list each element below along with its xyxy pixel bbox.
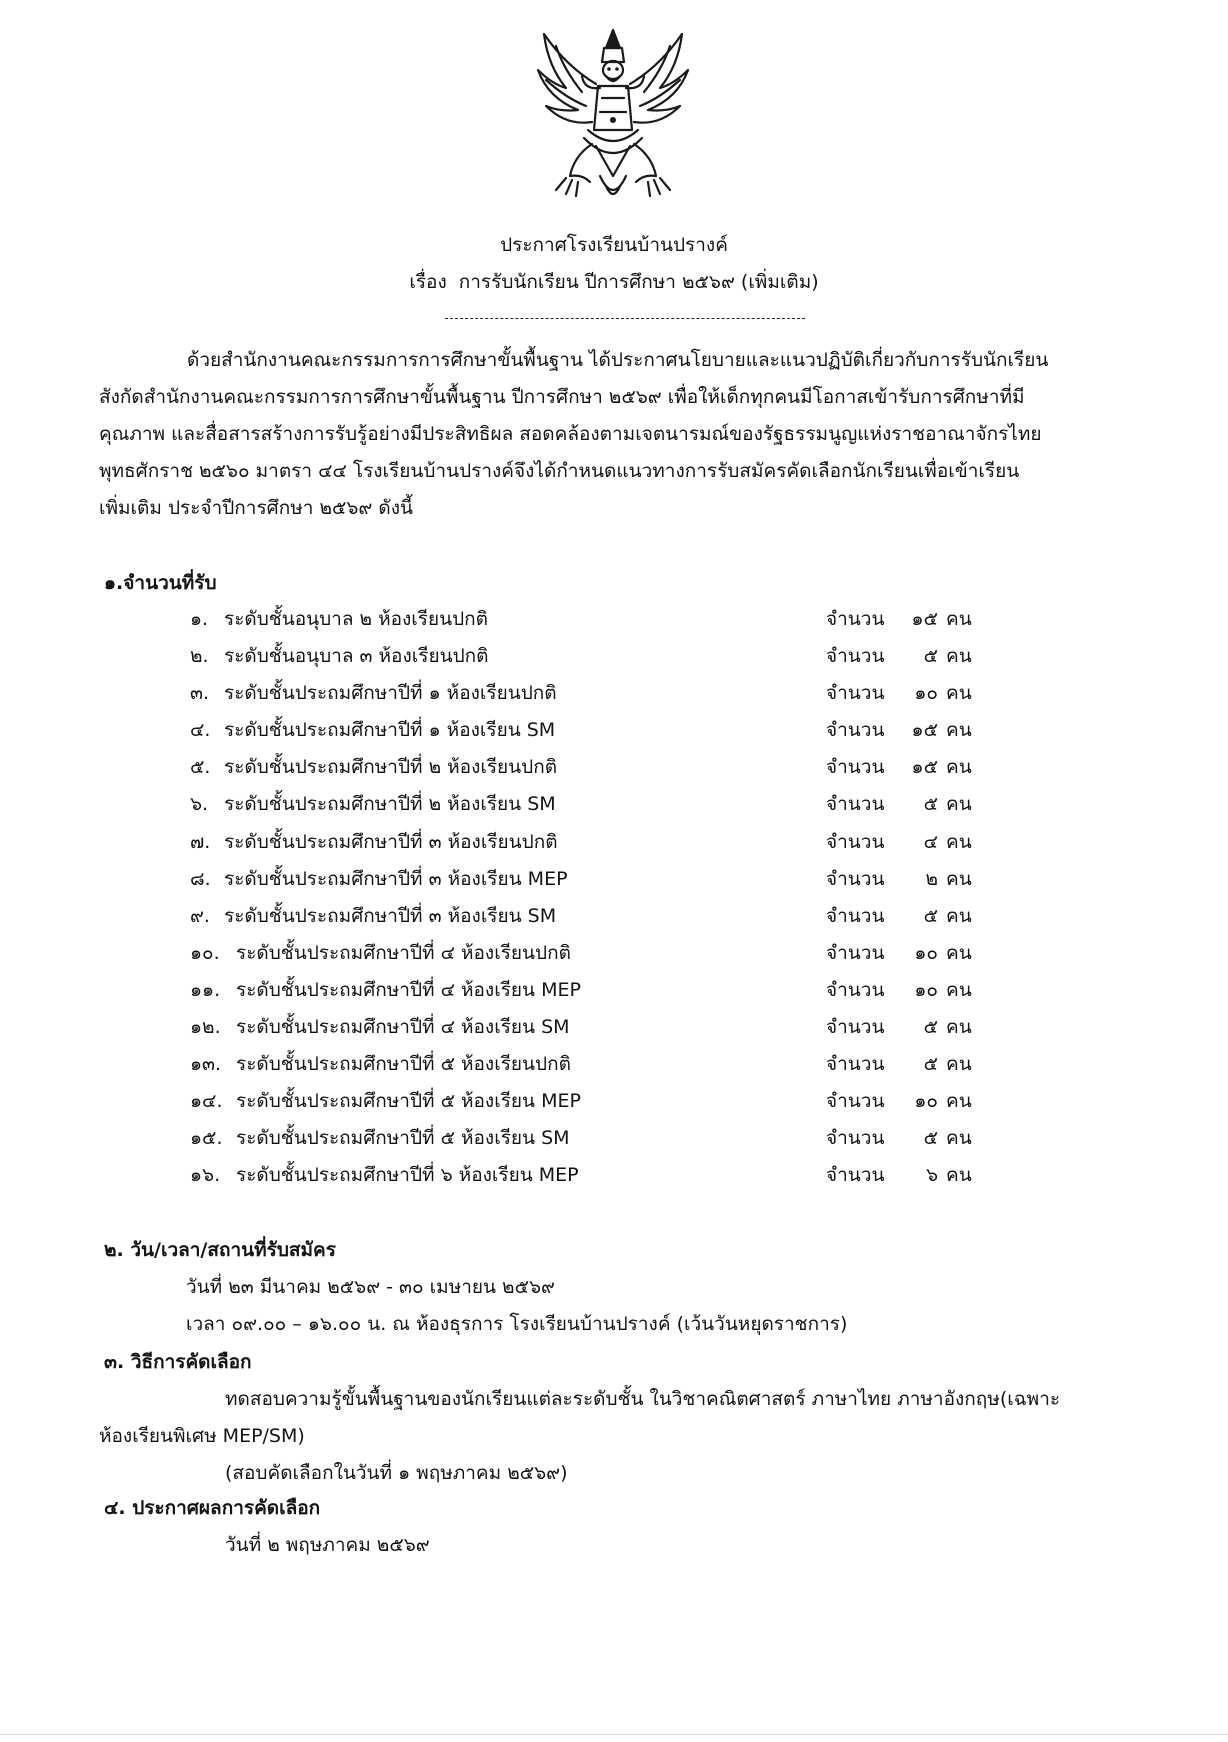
quantity-label: จำนวน [826, 719, 885, 742]
quantity-value: ๑๐ [914, 941, 938, 964]
quantity-value: ๕ [923, 904, 938, 927]
list-item [0, 976, 1228, 1013]
dashed-divider [445, 318, 805, 319]
quantity-value: ๖ [925, 1164, 938, 1187]
quantity-value: ๕ [923, 1016, 938, 1039]
item-number: ๑๐. [190, 941, 220, 964]
quantity-label: จำนวน [826, 1090, 885, 1113]
quantity-label: จำนวน [826, 645, 885, 668]
item-description: ระดับชั้นประถมศึกษาปีที่ ๓ ห้องเรียน MEP [224, 867, 568, 890]
item-number: ๑๑. [190, 978, 221, 1001]
quantity-label: จำนวน [826, 682, 885, 705]
application-date: วันที่ ๒๓ มีนาคม ๒๕๖๙ - ๓๐ เมษายน ๒๕๖๙ [186, 1276, 555, 1298]
subject-label: เรื่อง [409, 271, 447, 293]
quantity-unit: คน [946, 941, 972, 964]
quantity-value: ๑๕ [911, 608, 938, 630]
quantity-label: จำนวน [826, 941, 885, 964]
item-number: ๑๕. [190, 1127, 223, 1150]
quantity-value: ๔ [923, 830, 938, 853]
quantity-label: จำนวน [826, 1127, 885, 1150]
list-item [0, 1050, 1228, 1087]
quantity-value: ๕ [923, 645, 938, 668]
quantity-label: จำนวน [826, 904, 885, 927]
quantity-value: ๑๐ [914, 1090, 938, 1113]
item-number: ๑๓. [190, 1053, 222, 1076]
subject-text: การรับนักเรียน ปีการศึกษา ๒๕๖๙ (เพิ่มเติม) [458, 271, 819, 293]
item-number: ๑. [190, 608, 209, 630]
selection-method-text: ห้องเรียนพิเศษ MEP/SM) [99, 1425, 305, 1447]
quantity-unit: คน [946, 867, 972, 890]
item-description: ระดับชั้นประถมศึกษาปีที่ ๖ ห้องเรียน MEP [236, 1164, 579, 1187]
section-heading-application: ๒. วัน/เวลา/สถานที่รับสมัคร [104, 1239, 336, 1261]
quantity-unit: คน [946, 608, 972, 630]
list-item [0, 902, 1228, 939]
item-description: ระดับชั้นประถมศึกษาปีที่ ๑ ห้องเรียนปกติ [224, 682, 557, 705]
list-item [0, 1013, 1228, 1050]
quantity-label: จำนวน [826, 1164, 885, 1187]
announcement-subject [0, 269, 1228, 295]
selection-exam-date: (สอบคัดเลือกในวันที่ ๑ พฤษภาคม ๒๕๖๙) [225, 1462, 568, 1484]
item-number: ๓. [190, 682, 210, 705]
list-item [0, 939, 1228, 976]
item-number: ๖. [190, 793, 209, 816]
quantity-value: ๕ [923, 793, 938, 816]
quantity-unit: คน [946, 1090, 972, 1113]
item-description: ระดับชั้นอนุบาล ๒ ห้องเรียนปกติ [224, 608, 489, 630]
item-description: ระดับชั้นอนุบาล ๓ ห้องเรียนปกติ [224, 645, 489, 668]
quantity-unit: คน [946, 904, 972, 927]
item-description: ระดับชั้นประถมศึกษาปีที่ ๑ ห้องเรียน SM [224, 719, 556, 742]
intro-paragraph [99, 342, 1139, 527]
item-description: ระดับชั้นประถมศึกษาปีที่ ๓ ห้องเรียนปกติ [224, 830, 558, 853]
quantity-label: จำนวน [826, 1053, 885, 1076]
quantity-value: ๑๐ [914, 682, 938, 705]
item-description: ระดับชั้นประถมศึกษาปีที่ ๕ ห้องเรียน MEP [236, 1090, 581, 1113]
item-description: ระดับชั้นประถมศึกษาปีที่ ๕ ห้องเรียนปกติ [236, 1053, 571, 1076]
item-number: ๒. [190, 645, 209, 668]
quantity-label: จำนวน [826, 1016, 885, 1039]
list-item [0, 679, 1228, 716]
announcement-title: ประกาศโรงเรียนบ้านปรางค์ [500, 234, 728, 256]
quantity-unit: คน [946, 682, 972, 705]
application-time-place: เวลา ๐๙.๐๐ – ๑๖.๐๐ น. ณ ห้องธุรการ โรงเรียนบ้านปรางค์ (เว้นวันหยุดราชการ) [186, 1313, 848, 1335]
quantity-value: ๑๐ [914, 978, 938, 1001]
quantity-label: จำนวน [826, 867, 885, 890]
item-number: ๑๔. [190, 1090, 223, 1113]
list-item [0, 642, 1228, 679]
list-item [0, 865, 1228, 902]
list-item [0, 1161, 1228, 1198]
item-description: ระดับชั้นประถมศึกษาปีที่ ๔ ห้องเรียนปกติ [236, 941, 571, 964]
list-item [0, 828, 1228, 865]
item-description: ระดับชั้นประถมศึกษาปีที่ ๔ ห้องเรียน MEP [236, 978, 581, 1001]
intro-line: ด้วยสำนักงานคณะกรรมการการศึกษาขั้นพื้นฐาน ได้ประกาศนโยบายและแนวปฏิบัติเกี่ยวกับการรับนักเรียน [187, 349, 1049, 371]
quantity-unit: คน [946, 1127, 972, 1150]
item-number: ๕. [190, 756, 211, 779]
item-description: ระดับชั้นประถมศึกษาปีที่ ๔ ห้องเรียน SM [236, 1016, 570, 1039]
intro-line: เพิ่มเติม ประจำปีการศึกษา ๒๕๖๙ ดังนี้ [99, 497, 413, 519]
item-description: ระดับชั้นประถมศึกษาปีที่ ๒ ห้องเรียนปกติ [224, 756, 558, 779]
quantity-unit: คน [946, 1053, 972, 1076]
list-item [0, 1124, 1228, 1161]
quantity-label: จำนวน [826, 608, 885, 630]
results-date: วันที่ ๒ พฤษภาคม ๒๕๖๙ [225, 1534, 430, 1556]
quantity-value: ๑๕ [911, 719, 938, 742]
intro-line: คุณภาพ และสื่อสารสร้างการรับรู้อย่างมีประสิทธิผล สอดคล้องตามเจตนารมณ์ของรัฐธรรมนูญแห่งราชอาณาจักรไทย [99, 423, 1042, 445]
item-description: ระดับชั้นประถมศึกษาปีที่ ๒ ห้องเรียน SM [224, 793, 556, 816]
item-number: ๔. [190, 719, 211, 742]
quantity-label: จำนวน [826, 830, 885, 853]
garuda-emblem-icon [526, 26, 701, 211]
quantity-value: ๕ [923, 1127, 938, 1150]
quantity-label: จำนวน [826, 978, 885, 1001]
quantity-label: จำนวน [826, 756, 885, 779]
section-heading-selection: ๓. วิธีการคัดเลือก [104, 1351, 252, 1373]
intro-line: สังกัดสำนักงานคณะกรรมการการศึกษาขั้นพื้นฐาน ปีการศึกษา ๒๕๖๙ เพื่อให้เด็กทุกคนมีโอกาสเข้ารับการศึกษาที่มี [99, 386, 1025, 408]
list-item [0, 716, 1228, 753]
quantity-unit: คน [946, 719, 972, 742]
scan-edge-line [0, 1734, 1228, 1735]
quantity-value: ๑๕ [911, 756, 938, 779]
list-item [0, 605, 1228, 642]
item-number: ๙. [190, 904, 210, 927]
list-item [0, 753, 1228, 790]
quantity-unit: คน [946, 830, 972, 853]
intro-line: พุทธศักราช ๒๕๖๐ มาตรา ๔๔ โรงเรียนบ้านปรางค์จึงได้กำหนดแนวทางการรับสมัครคัดเลือกนักเรียนเพื่อเข้าเรียน [99, 460, 1020, 482]
item-number: ๗. [190, 830, 211, 853]
item-number: ๑๒. [190, 1016, 221, 1039]
quantity-unit: คน [946, 756, 972, 779]
quantity-unit: คน [946, 793, 972, 816]
quantity-value: ๕ [923, 1053, 938, 1076]
quota-list [0, 605, 1228, 1199]
section-heading-quota: ๑.จำนวนที่รับ [104, 572, 217, 594]
item-description: ระดับชั้นประถมศึกษาปีที่ ๓ ห้องเรียน SM [224, 904, 557, 927]
section-heading-results: ๔. ประกาศผลการคัดเลือก [104, 1497, 321, 1519]
list-item [0, 790, 1228, 827]
item-number: ๑๖. [190, 1164, 221, 1187]
quantity-value: ๒ [925, 867, 938, 890]
selection-method-text: ทดสอบความรู้ขั้นพื้นฐานของนักเรียนแต่ละระดับชั้น ในวิชาคณิตศาสตร์ ภาษาไทย ภาษาอังกฤษ(เฉพาะ [225, 1388, 1061, 1410]
item-description: ระดับชั้นประถมศึกษาปีที่ ๕ ห้องเรียน SM [236, 1127, 570, 1150]
quantity-unit: คน [946, 645, 972, 668]
item-number: ๘. [190, 867, 211, 890]
list-item [0, 1087, 1228, 1124]
quantity-label: จำนวน [826, 793, 885, 816]
quantity-unit: คน [946, 1016, 972, 1039]
quantity-unit: คน [946, 978, 972, 1001]
quantity-unit: คน [946, 1164, 972, 1187]
